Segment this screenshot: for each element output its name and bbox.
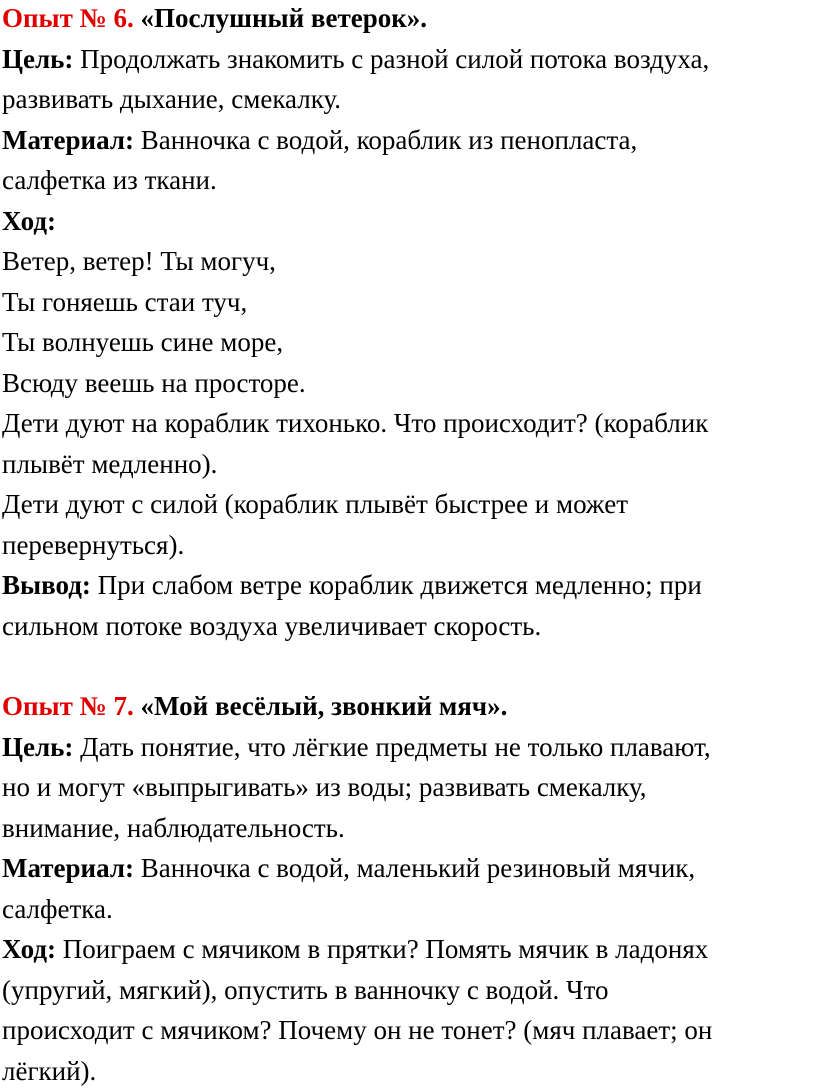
exp6-material-text-1: Ванночка с водой, кораблик из пенопласта,: [134, 125, 637, 155]
exp7-goal-line-2: но и могут «выпрыгивать» из воды; развивать смекалку,: [2, 767, 814, 808]
exp6-body-line-2: плывёт медленно).: [2, 444, 814, 485]
exp6-conclusion-text-1: При слабом ветре кораблик движется медленно; при: [91, 570, 702, 600]
exp6-conclusion-line-2: сильном потоке воздуха увеличивает скорость.: [2, 606, 814, 647]
exp7-course-text-1: Поиграем с мячиком в прятки? Помять мячик в ладонях: [56, 934, 708, 964]
exp6-poem-line-1: Ветер, ветер! Ты могуч,: [2, 241, 814, 282]
exp7-goal-line-1: [2, 727, 814, 768]
exp6-number: Опыт № 6.: [2, 3, 134, 33]
exp7-material-line-1: [2, 848, 814, 889]
exp7-course-line-3: происходит с мячиком? Почему он не тонет? (мяч плавает; он: [2, 1010, 814, 1051]
exp7-heading: [2, 686, 814, 727]
exp6-poem-line-2: Ты гоняешь стаи туч,: [2, 282, 814, 323]
document-page: [2, 0, 814, 1091]
exp7-course-line-4: лёгкий).: [2, 1051, 814, 1091]
exp6-title: «Послушный ветерок».: [134, 3, 427, 33]
exp6-poem-line-4: Всюду веешь на просторе.: [2, 363, 814, 404]
exp7-course-line-2: (упругий, мягкий), опустить в ванночку с водой. Что: [2, 970, 814, 1011]
exp6-body-line-4: перевернуться).: [2, 525, 814, 566]
exp7-number: Опыт № 7.: [2, 691, 134, 721]
exp7-course-line-1: [2, 929, 814, 970]
exp6-goal-line-1: [2, 39, 814, 80]
exp6-conclusion-line-1: [2, 565, 814, 606]
exp6-material-label: Материал:: [2, 125, 134, 155]
exp6-poem-line-3: Ты волнуешь сине море,: [2, 322, 814, 363]
exp6-goal-label: Цель:: [2, 44, 73, 74]
exp7-goal-line-3: внимание, наблюдательность.: [2, 808, 814, 849]
exp6-course-label: Ход:: [2, 201, 814, 242]
exp6-material-line-1: [2, 120, 814, 161]
exp7-goal-text-1: Дать понятие, что лёгкие предметы не только плавают,: [73, 732, 710, 762]
exp6-goal-line-2: развивать дыхание, смекалку.: [2, 79, 814, 120]
exp6-material-line-2: салфетка из ткани.: [2, 160, 814, 201]
exp6-body-line-1: Дети дуют на кораблик тихонько. Что происходит? (кораблик: [2, 403, 814, 444]
exp6-goal-text-1: Продолжать знакомить с разной силой потока воздуха,: [73, 44, 709, 74]
exp7-title: «Мой весёлый, звонкий мяч».: [134, 691, 508, 721]
exp7-material-line-2: салфетка.: [2, 889, 814, 930]
exp6-conclusion-label: Вывод:: [2, 570, 91, 600]
exp7-material-label: Материал:: [2, 853, 134, 883]
exp7-material-text-1: Ванночка с водой, маленький резиновый мячик,: [134, 853, 695, 883]
exp7-goal-label: Цель:: [2, 732, 73, 762]
exp6-heading: [2, 0, 814, 39]
exp6-body-line-3: Дети дуют с силой (кораблик плывёт быстрее и может: [2, 484, 814, 525]
exp7-course-label: Ход:: [2, 934, 56, 964]
section-spacer: [2, 646, 814, 686]
